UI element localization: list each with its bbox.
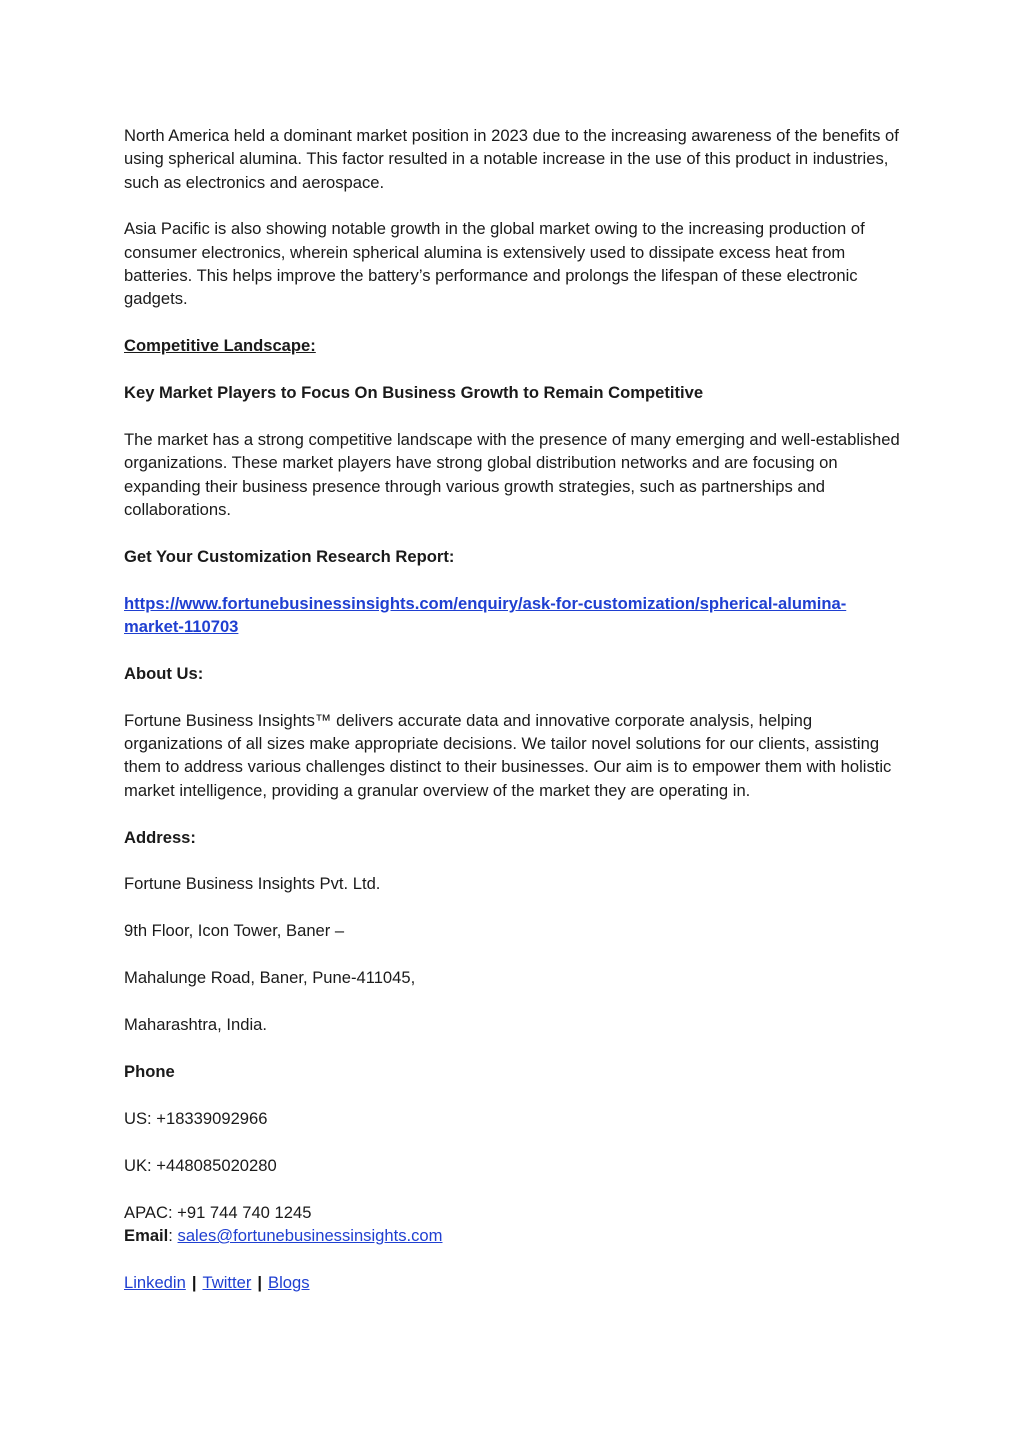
- linkedin-link[interactable]: Linkedin: [124, 1272, 186, 1292]
- customization-link-block: [124, 592, 914, 639]
- key-players-subheading: Key Market Players to Focus On Business Growth to Remain Competitive: [124, 383, 704, 403]
- competitive-landscape-heading: Competitive Landscape:: [124, 336, 316, 356]
- blogs-link[interactable]: Blogs: [268, 1272, 310, 1292]
- about-us-body: Fortune Business Insights™ delivers accurate data and innovative corporate analysis, helping organizations of all sizes make appropriate decisions. We tailor novel solutions for our clients, assisting them to address various challenges distinct to their businesses. Our aim is to empower them with holistic market intelligence, providing a granular overview of the market they are operating in.: [124, 710, 892, 800]
- about-us-heading: About Us:: [124, 663, 204, 683]
- email-link[interactable]: sales@fortunebusinessinsights.com: [177, 1226, 443, 1245]
- paragraph-asia-pacific: Asia Pacific is also showing notable growth in the global market owing to the increasing production of consumer electronics, wherein spherical alumina is extensively used to dissipate excess heat from batteries. This helps improve the battery’s performance and prolongs the lifespan of these electronic gadgets.: [124, 219, 865, 309]
- address-heading: Address:: [124, 827, 196, 847]
- address-line-floor: 9th Floor, Icon Tower, Baner –: [124, 921, 345, 941]
- competitive-landscape-body: The market has a strong competitive landscape with the presence of many emerging and well-established organizations. These market players have strong global distribution networks and are focusing on expanding their business presence through various growth strategies, such as partnerships and collaborations.: [124, 430, 900, 519]
- address-line-state: Maharashtra, India.: [124, 1015, 267, 1035]
- phone-apac: APAC: +91 744 740 1245: [124, 1202, 312, 1222]
- separator: |: [257, 1272, 263, 1292]
- email-label: Email: [124, 1226, 169, 1245]
- email-line: [124, 1224, 914, 1247]
- paragraph-north-america: North America held a dominant market position in 2023 due to the increasing awareness of the benefits of using spherical alumina. This factor resulted in a notable increase in the use of this product in industries, such as electronics and aerospace.: [124, 126, 899, 192]
- customization-heading: Get Your Customization Research Report:: [124, 546, 455, 566]
- email-colon: :: [168, 1226, 173, 1245]
- phone-us: US: +18339092966: [124, 1108, 268, 1128]
- phone-heading: Phone: [124, 1062, 175, 1082]
- address-line-road: Mahalunge Road, Baner, Pune-411045,: [124, 968, 416, 988]
- social-links: [124, 1271, 914, 1294]
- address-line-company: Fortune Business Insights Pvt. Ltd.: [124, 874, 381, 894]
- customization-url-link[interactable]: [124, 594, 846, 636]
- customization-url-line2: market-110703: [124, 617, 239, 637]
- phone-uk: UK: +448085020280: [124, 1155, 277, 1175]
- twitter-link[interactable]: Twitter: [202, 1272, 252, 1292]
- customization-url-line1: https://www.fortunebusinessinsights.com/enquiry/ask-for-customization/spherical-alumina-: [124, 593, 847, 613]
- separator: |: [191, 1272, 197, 1292]
